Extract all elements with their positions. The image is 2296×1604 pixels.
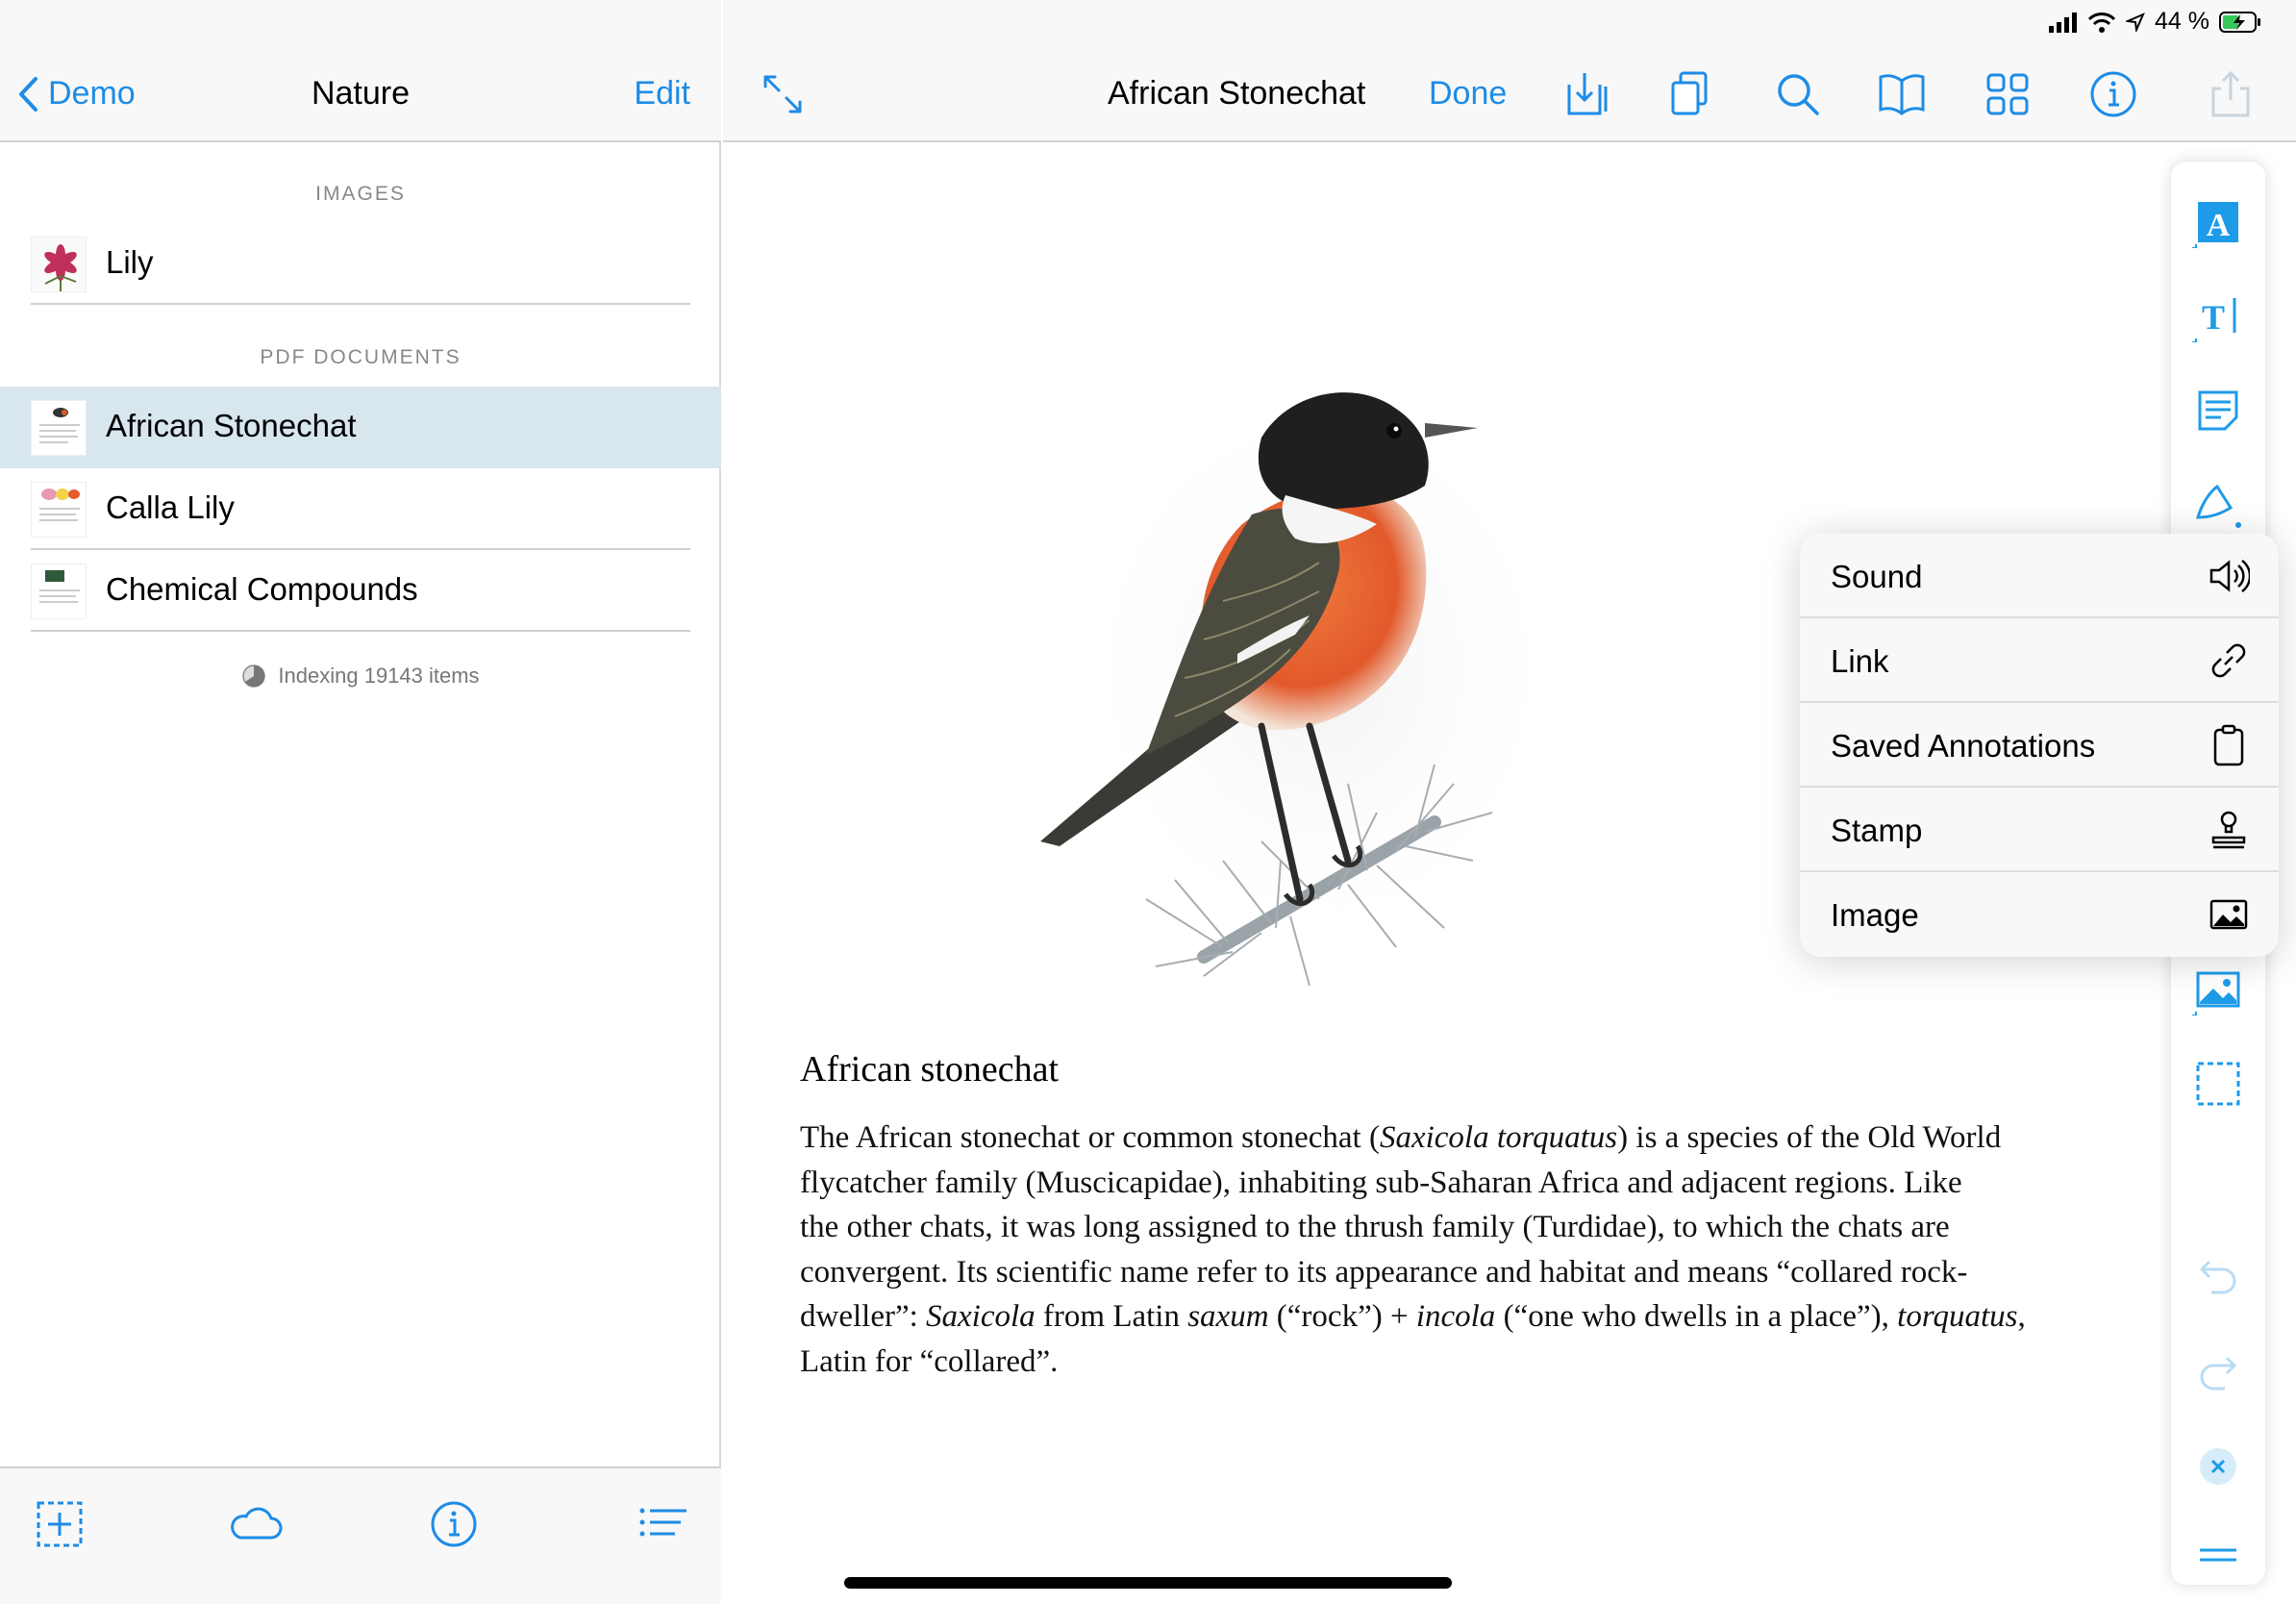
paragraph-line: dweller”: Saxicola from Latin saxum (“rock”) + incola (“one who dwells in a place”), torquatus, [800,1299,2026,1334]
expand-icon[interactable] [756,67,810,121]
info-icon[interactable] [2086,67,2140,121]
menu-item-label: Image [1831,897,1919,933]
wifi-icon [2087,12,2116,33]
calla-lily-thumbnail [31,482,87,538]
paragraph-line: The African stonechat or common stonechat (Saxicola torquatus) is a species of the Old World [800,1120,2002,1155]
menu-item-stamp[interactable] [1800,788,2279,872]
list-icon[interactable] [635,1495,692,1553]
list-item-chemical-compounds[interactable] [0,550,721,632]
svg-text:A: A [2206,208,2231,243]
list-item-label: African Stonechat [106,408,357,443]
progress-pie-icon [241,664,266,689]
text-insert-icon[interactable] [2192,290,2244,342]
sidebar-status-bg [0,0,721,58]
sidebar [0,0,721,1604]
section-images-label: IMAGES [315,183,406,205]
menu-item-image[interactable] [1800,872,2279,957]
list-item-calla-lily[interactable] [0,468,721,550]
insert-menu [1800,534,2279,957]
image-tool-icon[interactable] [2192,964,2244,1015]
signal-icon [2049,12,2078,33]
grid-icon[interactable] [1981,67,2034,121]
home-indicator[interactable] [844,1577,1452,1589]
add-icon[interactable] [31,1495,88,1553]
document-paragraph [800,1115,2127,1384]
share-icon[interactable] [2204,67,2258,121]
sidebar-header [0,58,721,142]
italic-term: incola [1415,1299,1496,1334]
sidebar-footer [0,1466,721,1604]
list-item-label: Lily [106,244,154,280]
lily-thumbnail [31,237,87,292]
chemical-thumbnail [31,564,87,619]
edit-button[interactable]: Edit [634,75,690,112]
undo-icon[interactable] [2192,1248,2244,1300]
text-box-icon[interactable] [2192,196,2244,248]
clipboard-icon [2208,724,2250,766]
paragraph-line: convergent. Its scientific name refer to its appearance and habitat and means “collared rock- [800,1254,1968,1290]
done-button[interactable]: Done [1429,75,1508,112]
copy-icon[interactable] [1665,67,1719,121]
book-icon[interactable] [1875,67,1929,121]
stamp-icon [2208,809,2250,851]
menu-item-label: Link [1831,643,1889,679]
list-item-label: Chemical Compounds [106,571,418,607]
back-label: Demo [48,75,136,112]
list-item-african-stonechat[interactable] [0,387,721,468]
image-icon [2208,893,2250,936]
speaker-icon [2208,555,2250,597]
document-title: African Stonechat [1108,75,1366,112]
menu-item-label: Saved Annotations [1831,728,2096,764]
menu-item-label: Stamp [1831,813,1923,848]
import-icon[interactable] [1560,67,1613,121]
svg-text:T: T [2201,298,2226,337]
indexing-label: Indexing 19143 items [278,664,480,688]
battery-icon [2219,11,2261,34]
italic-term: saxum [1187,1299,1269,1334]
indexing-status [0,664,721,689]
divider [31,303,690,305]
list-item-lily[interactable] [0,223,721,305]
paragraph-line: flycatcher family (Muscicapidae), inhabiting sub-Saharan Africa and adjacent regions. Like [800,1165,1962,1200]
location-icon [2126,13,2145,32]
close-icon[interactable] [2192,1441,2244,1492]
menu-item-label: Sound [1831,559,1923,594]
battery-percent: 44 % [2155,8,2209,35]
selection-icon[interactable] [2192,1058,2244,1110]
section-pdf-label: PDF DOCUMENTS [260,346,462,368]
document-heading: African stonechat [800,1049,1060,1090]
stonechat-illustration [1031,361,1579,986]
italic-term: Saxicola [926,1299,1036,1334]
paragraph-line: the other chats, it was long assigned to the thrush family (Turdidae), to which the chats are [800,1210,1950,1244]
status-indicators [2049,8,2261,36]
redo-icon[interactable] [2192,1344,2244,1396]
paragraph-line: Latin for “collared”. [800,1343,1059,1379]
link-icon [2208,639,2250,682]
italic-term: Saxicola torquatus [1379,1120,1618,1155]
divider [31,630,690,632]
cloud-icon[interactable] [227,1495,285,1553]
pen-icon[interactable] [2192,479,2244,531]
list-item-label: Calla Lily [106,489,235,525]
menu-icon[interactable] [2192,1529,2244,1581]
menu-item-sound[interactable] [1800,534,2279,618]
note-icon[interactable] [2192,385,2244,437]
sidebar-title: Nature [311,75,411,112]
info-icon[interactable] [425,1495,483,1553]
search-icon[interactable] [1771,67,1825,121]
menu-item-saved-annotations[interactable] [1800,703,2279,788]
menu-item-link[interactable] [1800,618,2279,703]
stonechat-thumbnail [31,400,87,456]
italic-term: torquatus [1897,1299,2018,1334]
